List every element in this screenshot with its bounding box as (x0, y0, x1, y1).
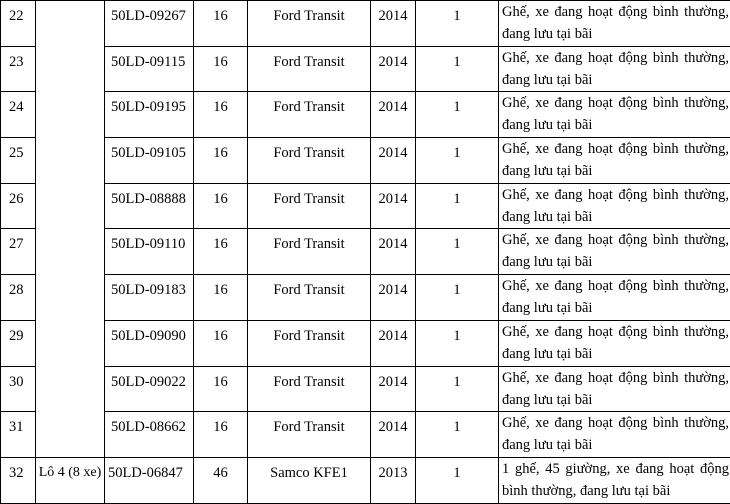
quantity-cell: 1 (416, 138, 499, 184)
row-number-cell: 31 (1, 412, 36, 458)
year-cell: 2014 (371, 229, 416, 275)
seats-cell: 16 (194, 1, 248, 47)
quantity-cell: 1 (416, 229, 499, 275)
vehicle-model-cell: Ford Transit (248, 1, 371, 47)
license-plate-cell: 50LD-09267 (105, 1, 194, 47)
year-cell: 2014 (371, 320, 416, 366)
seats-cell: 46 (194, 457, 248, 503)
row-number-cell: 22 (1, 1, 36, 47)
year-cell: 2013 (371, 457, 416, 503)
vehicle-model-cell: Ford Transit (248, 229, 371, 275)
table-row (1, 366, 730, 412)
license-plate-cell: 50LD-09105 (105, 138, 194, 184)
year-cell: 2014 (371, 412, 416, 458)
quantity-cell: 1 (416, 92, 499, 138)
table-row (1, 1, 730, 47)
license-plate-cell: 50LD-09183 (105, 275, 194, 321)
table-row-lot-4 (1, 457, 730, 503)
license-plate-cell: 50LD-09195 (105, 92, 194, 138)
year-cell: 2014 (371, 92, 416, 138)
vehicle-model-cell: Ford Transit (248, 412, 371, 458)
seats-cell: 16 (194, 320, 248, 366)
seats-cell: 16 (194, 138, 248, 184)
note-cell: 1 ghế, 45 giường, xe đang hoạt động bình thường, đang lưu tại bãi (499, 457, 730, 503)
vehicle-model-cell: Ford Transit (248, 138, 371, 184)
lot-cell: Lô 4 (8 xe) (36, 457, 105, 503)
year-cell: 2014 (371, 138, 416, 184)
table-row (1, 46, 730, 92)
quantity-cell: 1 (416, 46, 499, 92)
quantity-cell: 1 (416, 1, 499, 47)
quantity-cell: 1 (416, 275, 499, 321)
license-plate-cell: 50LD-09110 (105, 229, 194, 275)
vehicle-model-cell: Samco KFE1 (248, 457, 371, 503)
table-row (1, 138, 730, 184)
note-cell: Ghế, xe đang hoạt động bình thường, đang lưu tại bãi (499, 46, 730, 92)
vehicle-table-body (1, 1, 730, 504)
row-number-cell: 32 (1, 457, 36, 503)
note-cell: Ghế, xe đang hoạt động bình thường, đang lưu tại bãi (499, 138, 730, 184)
vehicle-model-cell: Ford Transit (248, 366, 371, 412)
table-row (1, 183, 730, 229)
note-cell: Ghế, xe đang hoạt động bình thường, đang lưu tại bãi (499, 92, 730, 138)
table-row (1, 412, 730, 458)
note-cell: Ghế, xe đang hoạt động bình thường, đang lưu tại bãi (499, 320, 730, 366)
license-plate-cell: 50LD-09022 (105, 366, 194, 412)
vehicle-model-cell: Ford Transit (248, 92, 371, 138)
quantity-cell: 1 (416, 320, 499, 366)
quantity-cell: 1 (416, 183, 499, 229)
table-row (1, 275, 730, 321)
year-cell: 2014 (371, 183, 416, 229)
vehicle-model-cell: Ford Transit (248, 275, 371, 321)
table-row (1, 229, 730, 275)
seats-cell: 16 (194, 275, 248, 321)
year-cell: 2014 (371, 366, 416, 412)
year-cell: 2014 (371, 275, 416, 321)
seats-cell: 16 (194, 366, 248, 412)
row-number-cell: 30 (1, 366, 36, 412)
license-plate-cell: 50LD-09115 (105, 46, 194, 92)
row-number-cell: 29 (1, 320, 36, 366)
seats-cell: 16 (194, 46, 248, 92)
row-number-cell: 28 (1, 275, 36, 321)
year-cell: 2014 (371, 46, 416, 92)
seats-cell: 16 (194, 92, 248, 138)
row-number-cell: 24 (1, 92, 36, 138)
seats-cell: 16 (194, 183, 248, 229)
seats-cell: 16 (194, 412, 248, 458)
row-number-cell: 23 (1, 46, 36, 92)
note-cell: Ghế, xe đang hoạt động bình thường, đang lưu tại bãi (499, 275, 730, 321)
license-plate-cell: 50LD-06847 (105, 457, 194, 503)
license-plate-cell: 50LD-08888 (105, 183, 194, 229)
row-number-cell: 27 (1, 229, 36, 275)
table-row (1, 320, 730, 366)
vehicle-model-cell: Ford Transit (248, 320, 371, 366)
note-cell: Ghế, xe đang hoạt động bình thường, đang lưu tại bãi (499, 366, 730, 412)
note-cell: Ghế, xe đang hoạt động bình thường, đang lưu tại bãi (499, 183, 730, 229)
quantity-cell: 1 (416, 457, 499, 503)
seats-cell: 16 (194, 229, 248, 275)
vehicle-model-cell: Ford Transit (248, 183, 371, 229)
row-number-cell: 26 (1, 183, 36, 229)
license-plate-cell: 50LD-08662 (105, 412, 194, 458)
note-cell: Ghế, xe đang hoạt động bình thường, đang lưu tại bãi (499, 1, 730, 47)
note-cell: Ghế, xe đang hoạt động bình thường, đang lưu tại bãi (499, 229, 730, 275)
row-number-cell: 25 (1, 138, 36, 184)
year-cell: 2014 (371, 1, 416, 47)
lot-cell (36, 1, 105, 458)
quantity-cell: 1 (416, 412, 499, 458)
table-row (1, 92, 730, 138)
license-plate-cell: 50LD-09090 (105, 320, 194, 366)
note-cell: Ghế, xe đang hoạt động bình thường, đang lưu tại bãi (499, 412, 730, 458)
quantity-cell: 1 (416, 366, 499, 412)
vehicle-model-cell: Ford Transit (248, 46, 371, 92)
